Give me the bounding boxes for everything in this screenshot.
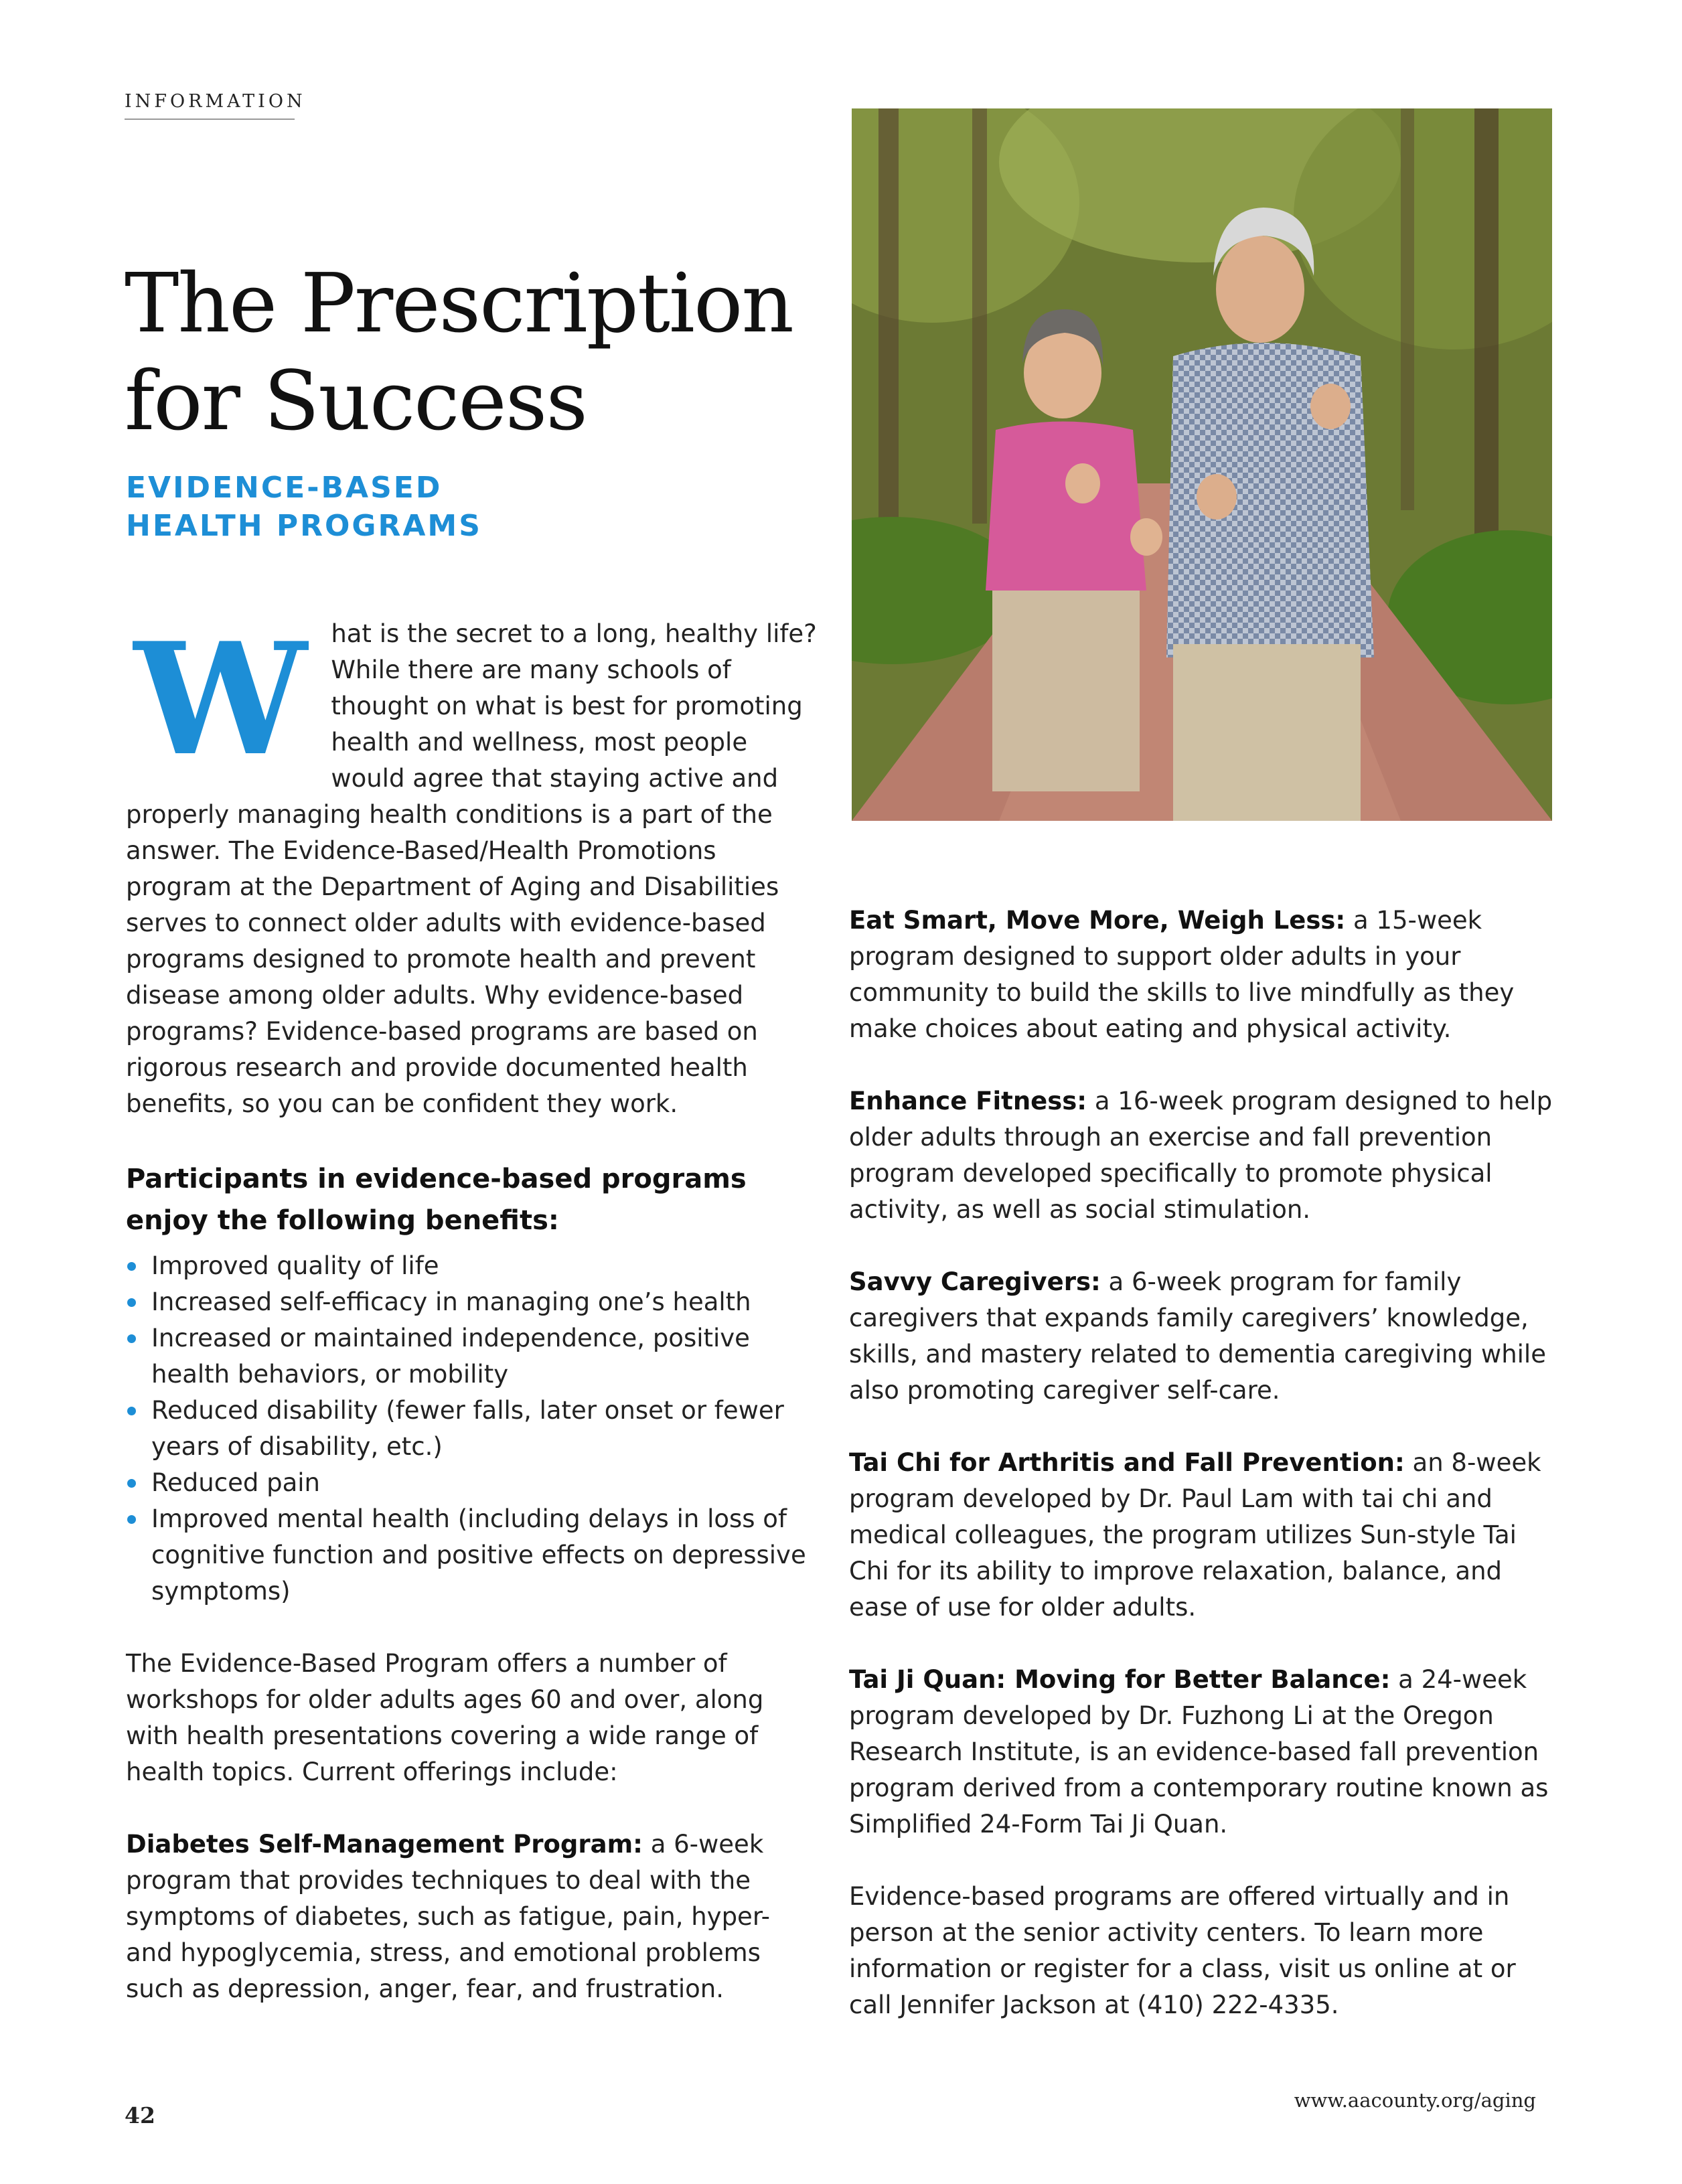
right-column [849, 903, 1561, 2023]
program-name: Eat Smart, Move More, Weigh Less: [849, 906, 1346, 935]
list-item [126, 1320, 822, 1393]
program-description: an 8-week program developed by Dr. Paul Lam with tai chi and medical colleagues, the program utilizes Sun-style Tai Chi for its ability to improve relaxation, balance, and ease of use for older adults. [849, 1448, 1541, 1622]
program-tai-chi-arthritis [849, 1445, 1561, 1626]
article-title [125, 254, 848, 450]
bullet-icon [127, 1298, 136, 1307]
program-name: Diabetes Self-Management Program: [126, 1830, 643, 1859]
offerings-intro: The Evidence-Based Program offers a number of workshops for older adults ages 60 and over, along with health presentations covering a wide range of health topics. Current offerings include: [126, 1649, 764, 1786]
program-name: Savvy Caregivers: [849, 1267, 1101, 1296]
benefits-list [126, 1248, 822, 1610]
benefit-text: Improved quality of life [151, 1251, 439, 1280]
intro-text: hat is the secret to a long, healthy life? While there are many schools of thought on what is best for promoting health and wellness, most people would agree that staying active and properly managing health conditions is a part of the answer. The Evidence-Based/Health Promotions program at the Department of Aging and Disabilities serves to connect older adults with evidence-based programs designed to promote health and prevent disease among older adults. Why evidence-based programs? Evidence-based programs are based on rigorous research and provide documented health benefits, so you can be confident they work. [126, 619, 817, 1118]
list-item [126, 1501, 822, 1610]
list-item [126, 1284, 822, 1320]
intro-paragraph [126, 609, 822, 1122]
bullet-icon [127, 1515, 136, 1524]
program-tai-ji-quan [849, 1662, 1561, 1843]
benefit-text: Reduced disability (fewer falls, later onset or fewer years of disability, etc.) [151, 1396, 784, 1461]
benefit-text: Improved mental health (including delays in loss of cognitive function and positive effects on depressive symptoms) [151, 1504, 806, 1606]
program-savvy-caregivers [849, 1264, 1561, 1409]
page-number: 42 [125, 2102, 155, 2128]
program-name: Enhance Fitness: [849, 1087, 1087, 1115]
program-diabetes [126, 1826, 822, 2007]
left-column [126, 609, 822, 2007]
article-subtitle [126, 469, 729, 545]
list-item [126, 1248, 822, 1284]
program-description: a 15-week program designed to support older adults in your community to build the skills to live mindfully as they make choices about eating and physical activity. [849, 906, 1515, 1043]
subtitle-line-2: HEALTH PROGRAMS [126, 509, 482, 543]
benefit-text: Reduced pain [151, 1468, 320, 1497]
program-eat-smart [849, 903, 1561, 1047]
program-enhance-fitness [849, 1083, 1561, 1228]
website-link[interactable]: www.aacounty.org/aging [1294, 2089, 1536, 2112]
subtitle-line-1: EVIDENCE-BASED [126, 471, 443, 505]
program-description: a 24-week program developed by Dr. Fuzhong Li at the Oregon Research Institute, is an evidence-based fall prevention program derived from a contemporary routine known as Simplified 24-Form Tai Ji Quan. [849, 1665, 1549, 1839]
drop-cap: W [134, 609, 307, 790]
program-description: a 6-week program that provides techniques to deal with the symptoms of diabetes, such as fatigue, pain, hyper- and hypoglycemia, stress, and emotional problems such as depression, anger, fear, and frustration. [126, 1830, 771, 2003]
bullet-icon [127, 1262, 136, 1271]
seniors-jogging-photo [852, 108, 1552, 821]
bullet-icon [127, 1407, 136, 1415]
program-description: a 6-week program for family caregivers that expands family caregivers’ knowledge, skills, and mastery related to dementia caregiving while also promoting caregiver self-care. [849, 1267, 1546, 1405]
program-name: Tai Chi for Arthritis and Fall Prevention: [849, 1448, 1405, 1477]
benefit-text: Increased self-efficacy in managing one’s health [151, 1288, 751, 1316]
closing-paragraph: Evidence-based programs are offered virtually and in person at the senior activity centers. To learn more information or register for a class, visit us online at or call Jennifer Jackson at (410) 222-4335. [849, 1882, 1516, 2019]
benefits-heading: Participants in evidence-based programs enjoy the following benefits: [126, 1164, 747, 1236]
bullet-icon [127, 1334, 136, 1343]
section-label: INFORMATION [125, 91, 295, 120]
title-line-1: The Prescription [125, 256, 793, 351]
list-item [126, 1465, 822, 1501]
bullet-icon [127, 1479, 136, 1488]
title-line-2: for Success [125, 354, 587, 449]
benefit-text: Increased or maintained independence, positive health behaviors, or mobility [151, 1324, 750, 1389]
program-description: a 16-week program designed to help older adults through an exercise and fall prevention program developed specifically to promote physical activity, as well as social stimulation. [849, 1087, 1553, 1224]
list-item [126, 1393, 822, 1465]
program-name: Tai Ji Quan: Moving for Better Balance: [849, 1665, 1391, 1694]
